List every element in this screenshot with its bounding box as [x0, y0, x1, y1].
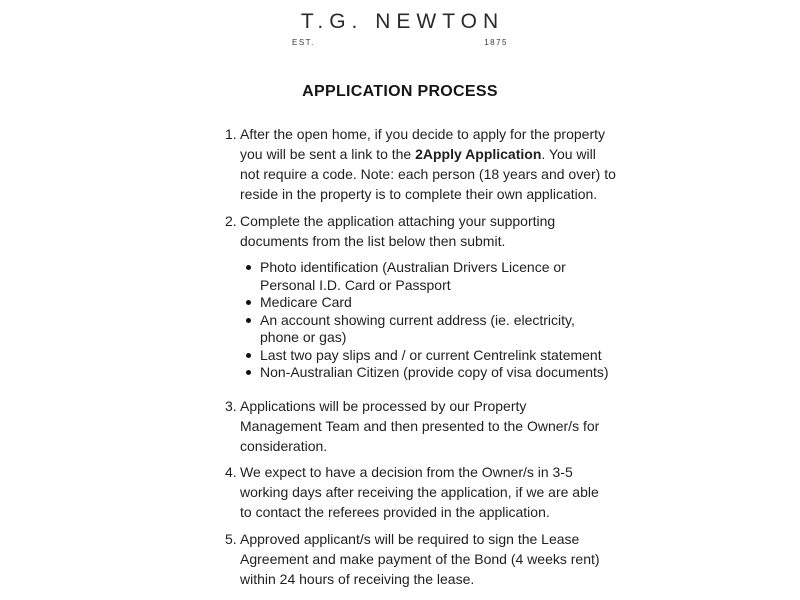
step-line: reside in the property is to complete their own application.: [240, 186, 598, 202]
document-line: phone or gas): [260, 329, 347, 345]
step-text: [240, 396, 599, 456]
step-item-2: [225, 211, 800, 251]
step-line: Approved applicant/s will be required to sign the Lease: [240, 530, 580, 547]
step-number: 1.: [225, 126, 237, 142]
step-item-3: [225, 396, 800, 456]
step-text: [240, 462, 599, 522]
step-line-segment: . You will: [541, 146, 596, 162]
established-row: [292, 38, 508, 47]
document-line: An account showing current address (ie. electricity,: [260, 311, 575, 328]
step-line: not require a code. Note: each person (18 years and over) to: [240, 166, 616, 182]
bullet-icon: [246, 300, 251, 305]
document-line: Non-Australian Citizen (provide copy of visa documents): [260, 364, 609, 380]
step-line: [240, 144, 616, 164]
step-line: We expect to have a decision from the Owner/s in 3-5: [240, 463, 573, 480]
document-body: [225, 124, 800, 589]
step-line-segment: you will be sent a link to the: [240, 146, 416, 162]
step-line: to contact the referees provided in the application.: [240, 503, 550, 520]
bold-text-2apply: 2Apply Application: [415, 146, 542, 162]
step-line: Agreement and make payment of the Bond (4 weeks rent): [240, 550, 600, 567]
established-label: EST.: [292, 38, 315, 47]
document-item: [245, 259, 800, 294]
document-item: [245, 294, 800, 312]
bullet-icon: [246, 318, 251, 323]
bullet-icon: [246, 353, 251, 358]
step-line: working days after receiving the application, if we are able: [240, 483, 599, 500]
step-line: Management Team and then presented to the Owner/s for: [240, 417, 600, 434]
page-title: APPLICATION PROCESS: [302, 83, 498, 100]
document-line: Personal I.D. Card or Passport: [260, 276, 451, 293]
bullet-icon: [246, 370, 251, 375]
step-item-5: [225, 529, 800, 589]
document-line: Medicare Card: [260, 294, 352, 310]
document-line: Photo identification (Australian Drivers Licence or: [260, 259, 566, 275]
step-number: 3.: [225, 397, 237, 414]
step-line: within 24 hours of receiving the lease.: [240, 570, 475, 587]
step-number: 4.: [225, 463, 237, 480]
step-item-4: [225, 462, 800, 522]
document-line: Last two pay slips and / or current Centrelink statement: [260, 346, 602, 363]
document-item: [245, 347, 800, 365]
step-item-1: [225, 124, 800, 204]
document-item: [245, 364, 800, 382]
step-line: Applications will be processed by our Property: [240, 397, 527, 414]
step-text: [240, 211, 555, 251]
step-number: 2.: [225, 213, 237, 229]
step-text: [240, 124, 616, 204]
bullet-icon: [246, 265, 251, 270]
step-line: consideration.: [240, 437, 328, 454]
letterhead: [292, 0, 508, 47]
document-item: [245, 312, 800, 347]
supporting-documents-list: [245, 259, 800, 382]
established-year: 1875: [484, 38, 508, 47]
step-line: After the open home, if you decide to apply for the property: [240, 126, 605, 142]
step-line: Complete the application attaching your supporting: [240, 213, 556, 229]
brand-logo: T.G. NEWTON: [300, 10, 505, 33]
step-line: documents from the list below then submit.: [240, 233, 506, 249]
step-number: 5.: [225, 530, 237, 547]
step-text: [240, 529, 600, 589]
